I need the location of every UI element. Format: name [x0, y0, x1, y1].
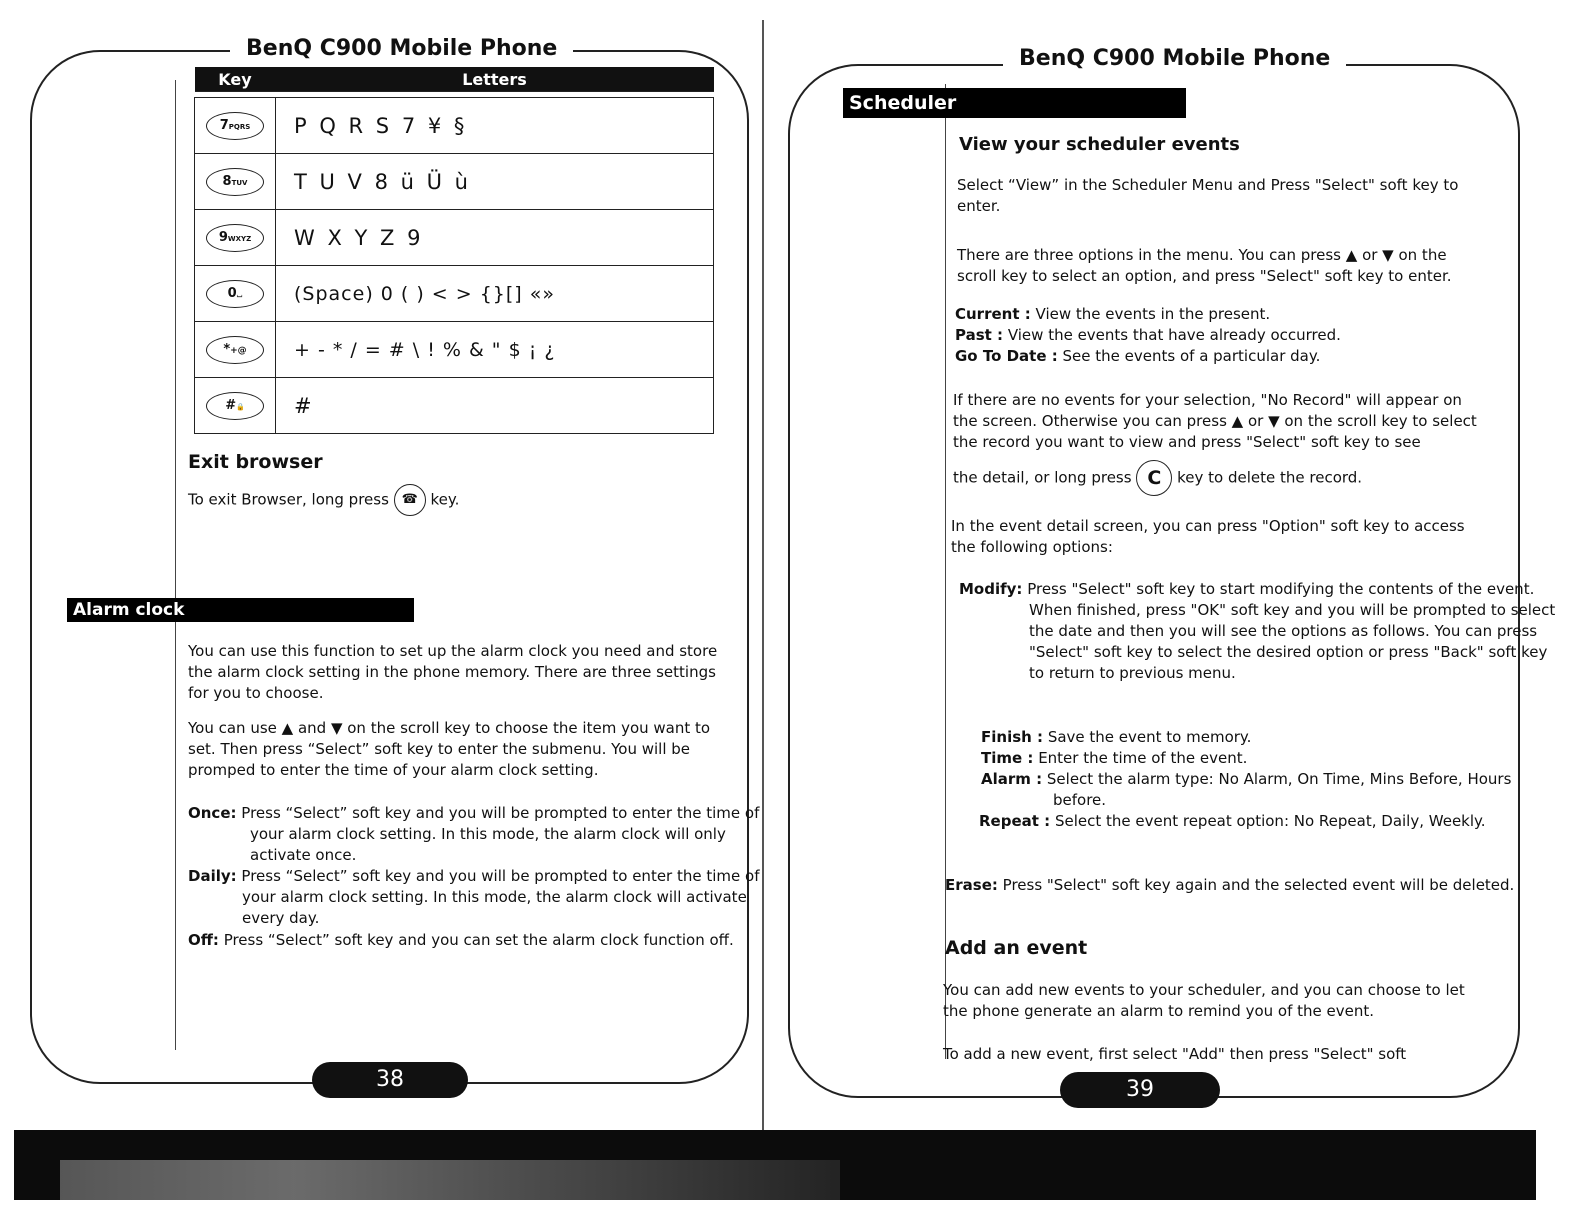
- scheduler-past-definition: Past : View the events that have already occurred.: [955, 326, 1341, 344]
- scheduler-finish-definition: Finish : Save the event to memory.: [981, 728, 1252, 746]
- key-0-icon: 0⌴: [206, 280, 264, 308]
- left-page-header: BenQ C900 Mobile Phone: [230, 36, 573, 61]
- add-event-steps-paragraph: To add a new event, first select "Add" then press "Select" soft: [943, 1045, 1407, 1063]
- scheduler-current-definition: Current : View the events in the present.: [955, 305, 1271, 323]
- table-row: [195, 266, 714, 322]
- exit-browser-heading: Exit browser: [188, 451, 323, 473]
- key-8-icon: 8TUV: [206, 168, 264, 196]
- scheduler-goto-definition: Go To Date : See the events of a particular day.: [955, 347, 1321, 365]
- add-event-paragraph: You can add new events to your scheduler, and you can choose to let the phone generate an alarm to remind you of the event.: [943, 981, 1465, 1020]
- scheduler-repeat-definition: Repeat : Select the event repeat option: No Repeat, Daily, Weekly.: [979, 812, 1486, 830]
- table-row: [195, 378, 714, 434]
- key-letters: W X Y Z 9: [276, 210, 714, 266]
- key-letters: T U V 8 ü Ü ù: [276, 154, 714, 210]
- right-page-number: 39: [1060, 1072, 1220, 1108]
- view-events-heading: View your scheduler events: [959, 134, 1240, 155]
- key-9-icon: 9WXYZ: [206, 224, 264, 252]
- table-header-letters: Letters: [276, 67, 714, 92]
- alarm-off-definition: Off: Press “Select” soft key and you can set the alarm clock function off.: [188, 931, 734, 949]
- scheduler-options-paragraph: There are three options in the menu. You can press ▲ or ▼ on the scroll key to select an option, and press "Select" soft key to enter.: [957, 246, 1452, 285]
- alarm-once-definition: Once: Press “Select” soft key and you will be prompted to enter the time of your alarm clock setting. In this mode, the alarm clock will only activate once.: [188, 804, 760, 864]
- alarm-scroll-paragraph: You can use ▲ and ▼ on the scroll key to choose the item you want to set. Then press “Select” soft key to enter the submenu. You will be promped to enter the time of your alarm clock setting.: [188, 719, 711, 779]
- right-margin-line: [945, 84, 946, 1059]
- key-letters: + - * / = # \ ! % & " $ ¡ ¿: [276, 322, 714, 378]
- right-page-header: BenQ C900 Mobile Phone: [1003, 46, 1346, 71]
- scan-noise-band: [60, 1160, 840, 1200]
- table-row: [195, 210, 714, 266]
- key-letters: #: [276, 378, 714, 434]
- alarm-clock-section-bar: Alarm clock: [67, 598, 414, 622]
- scheduler-time-definition: Time : Enter the time of the event.: [981, 749, 1248, 767]
- scheduler-delete-paragraph: the detail, or long press C key to delete the record.: [953, 460, 1487, 496]
- scheduler-section-bar: Scheduler: [843, 88, 1186, 118]
- scheduler-erase-definition: Erase: Press "Select" soft key again and the selected event will be deleted.: [945, 876, 1515, 894]
- table-header-key: Key: [195, 67, 276, 92]
- table-row: [195, 98, 714, 154]
- table-row: [195, 154, 714, 210]
- key-hash-icon: #🔒: [206, 392, 264, 420]
- alarm-intro-paragraph: You can use this function to set up the alarm clock you need and store the alarm clock setting in the phone memory. There are three settings for you to choose.: [188, 642, 718, 702]
- add-event-heading: Add an event: [945, 937, 1088, 959]
- scheduler-no-record-paragraph: If there are no events for your selection, "No Record" will appear on the screen. Otherwise you can press ▲ or ▼ on the scroll key to select the record you want to view and press "Select" soft key to see: [953, 391, 1477, 451]
- key-7-icon: 7PQRS: [206, 112, 264, 140]
- scheduler-modify-definition: Modify: Press "Select" soft key to start modifying the contents of the event. When finished, press "OK" soft key and you will be prompted to select the date and then you will see the options as follows. You can press "Select" soft key to select the desired option or press "Back" soft key to return to previous menu.: [959, 580, 1556, 682]
- end-call-icon: ☎: [394, 484, 426, 516]
- scheduler-alarm-definition: Alarm : Select the alarm type: No Alarm, On Time, Mins Before, Hours before.: [981, 770, 1512, 809]
- key-letter-table: [194, 67, 714, 434]
- clear-key-icon: C: [1136, 460, 1172, 496]
- exit-browser-text: To exit Browser, long press ☎ key.: [188, 484, 708, 516]
- key-star-icon: *+@: [206, 336, 264, 364]
- alarm-daily-definition: Daily: Press “Select” soft key and you will be prompted to enter the time of your alarm clock setting. In this mode, the alarm clock will activate every day.: [188, 867, 760, 927]
- key-letters: (Space) 0 ( ) < > {}[] «»: [276, 266, 714, 322]
- key-letters: P Q R S 7 ¥ §: [276, 98, 714, 154]
- table-row: [195, 322, 714, 378]
- left-margin-line: [175, 80, 176, 1050]
- scheduler-detail-paragraph: In the event detail screen, you can press "Option" soft key to access the following options:: [951, 517, 1465, 556]
- scheduler-view-paragraph: Select “View” in the Scheduler Menu and Press "Select" soft key to enter.: [957, 176, 1459, 215]
- book-spine: [762, 20, 764, 1130]
- left-page-number: 38: [312, 1062, 468, 1098]
